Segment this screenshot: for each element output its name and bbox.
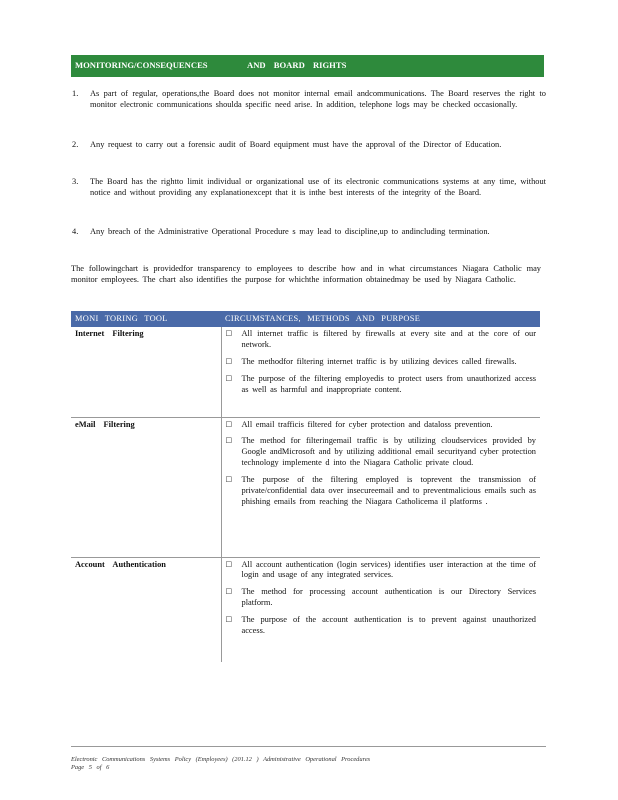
checkbox-bullet-icon: □ (225, 329, 233, 337)
footer-document-title: Electronic Communications Systems Policy (Employees) (201.12 ) Administrative Operational Procedures (71, 756, 371, 763)
tool-name: Account Authentication (71, 557, 221, 662)
footer-page-number: Page 5 of 6 (71, 764, 110, 772)
footer-divider (71, 746, 546, 747)
tool-details (221, 557, 540, 662)
item-text: The Board has the rightto limit individual or organizational use of its electronic communications systems at any time, without notice and without providing any explanationexcept that it is inthe best interests of the integrity of the Board. (90, 177, 546, 197)
item-number: 4. (72, 227, 79, 236)
bullet-item: □ The purpose of the filtering employedis to protect users from unauthorized access as well as harmful and inappropriate content. (225, 373, 536, 394)
item-number: 3. (72, 177, 79, 186)
checkbox-bullet-icon: □ (225, 615, 233, 624)
bullet-item: □ The methodfor filtering internet traffic is by utilizing devices called firewalls. (225, 356, 517, 366)
checkbox-bullet-icon: □ (225, 559, 233, 568)
bullet-item: □ The method for processing account authentication is our Directory Services platform. (225, 587, 536, 608)
tool-details (221, 327, 540, 417)
checkbox-bullet-icon: □ (225, 436, 233, 445)
intro-paragraph: The followingchart is providedfor transparency to employees to describe how and in what circumstances Niagara Catholic may monitor employees. The chart also identifies the purpose for whichthe information obtainedmay be used by Niagara Catholic. (71, 264, 541, 284)
tool-name: Internet Filtering (71, 327, 221, 417)
item-number: 2. (72, 140, 79, 149)
tool-name: eMail Filtering (71, 417, 221, 557)
section-banner (71, 55, 544, 77)
bullet-item: □ All internet traffic is filtered by firewalls at every site and at the core of our network. (225, 329, 536, 349)
monitoring-table (71, 311, 540, 662)
bullet-item: □ All account authentication (login services) identifies user interaction at the time of login and usage of any integrated services. (225, 559, 536, 580)
table-row (71, 557, 540, 662)
table-header-row (71, 311, 540, 327)
bullet-item: □ The method for filteringemail traffic is by utilizing cloudservices provided by Google andMicrosoft and by utilizing additional email securityand cyber protection technology implemente d into the Niagara Catholic private cloud. (225, 436, 536, 468)
page-footer (71, 756, 370, 773)
item-text: Any request to carry out a forensic audit of Board equipment must have the approval of the Director of Education. (90, 140, 502, 149)
banner-title-left: MONITORING/CONSEQUENCES (75, 60, 208, 71)
checkbox-bullet-icon: □ (225, 475, 233, 484)
bullet-item: □ The purpose of the account authentication is to prevent against unauthorized access. (225, 615, 536, 636)
item-number: 1. (72, 89, 79, 98)
checkbox-bullet-icon: □ (225, 587, 233, 596)
tool-details (221, 417, 540, 557)
bullet-item: □ All email trafficis filtered for cyber protection and dataloss prevention. (225, 419, 493, 429)
header-circumstances: CIRCUMSTANCES, METHODS AND PURPOSE (221, 311, 540, 327)
table-row (71, 417, 540, 557)
checkbox-bullet-icon: □ (225, 373, 233, 382)
item-text: As part of regular, operations,the Board does not monitor internal email andcommunications. The Board reserves the right to monitor electronic communications shoulda specific need arise. In addition, telephone logs may be checked occasionally. (90, 89, 546, 109)
checkbox-bullet-icon: □ (225, 356, 233, 365)
header-monitoring-tool: MONI TORING TOOL (71, 311, 221, 327)
banner-title-right: AND BOARD RIGHTS (247, 60, 347, 71)
table-row (71, 327, 540, 417)
item-text: Any breach of the Administrative Operational Procedure s may lead to discipline,up to andincluding termination. (90, 227, 490, 236)
checkbox-bullet-icon: □ (225, 419, 233, 428)
bullet-item: □ The purpose of the filtering employed is toprevent the transmission of private/confidential data over insecureemail and to preventmalicious emails such as phishing emails from reaching the Niagara Catholicema il platforms . (225, 475, 536, 507)
